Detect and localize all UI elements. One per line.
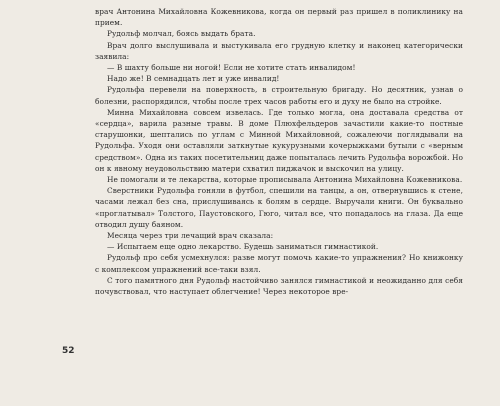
paragraph-8: Не помогали и те лекарства, которые прописывала Антонина Михайловна Кожевникова. — [107, 175, 463, 185]
paragraph-5: Надо же! В семнадцать лет и уже инвалид! — [107, 74, 280, 84]
paragraph-6: Рудольфа перевели на поверхность, в строительную бригаду. Но десятник, узнав о болезни, распорядился, чтобы после трех часов работы его и духу не было на стройке. — [95, 85, 463, 106]
paragraph-3: Врач долго выслушивала и выстукивала его грудную клетку и наконец категорически заявила: — [95, 40, 463, 61]
paragraph-2: Рудольф молчал, боясь выдать брата. — [107, 29, 256, 39]
paragraph-4: — В шахту больше ни ногой! Если не хотите стать инвалидом! — [107, 63, 356, 73]
paragraph-13: С того памятного дня Рудольф настойчиво занялся гимнастикой и неожиданно для себя почувствовал, что наступает облегчение! Через некоторое вре- — [95, 275, 463, 297]
paragraph-10: Месяца через три лечащий врач сказала: — [107, 231, 274, 241]
paragraph-12: Рудольф про себя усмехнулся: разве могут помочь какие-то упражнения? Но книжонку с комплексом упражнений все-таки взял. — [95, 253, 463, 274]
paragraph-1: врач Антонина Михайловна Кожевникова, когда он первый раз пришел в поликлинику на прием. — [95, 7, 463, 28]
body-text — [95, 6, 463, 297]
paragraph-11: — Испытаем еще одно лекарство. Будешь заниматься гимнастикой. — [107, 242, 379, 252]
paragraph-9: Сверстники Рудольфа гоняли в футбол, спешили на танцы, а он, отвернувшись к стене, часами лежал без сна, прислушиваясь к болям в сердце. Выручали книги. Он буквально «проглатывал» Толстого, Паустовского, Гюго, читал все, что попадалось на глаза. Да еще отводил душу баяном. — [95, 186, 463, 229]
page-number: 52 — [62, 346, 75, 356]
paragraph-7: Минна Михайловна совсем извелась. Где только могла, она доставала средства от «сердца», варила разные травы. В доме Плюхфельдеров зачастили какие-то постные старушонки, шептались по углам с Минной Михайловной, сожалеючи поглядывали на Рудольфа. Уходя они оставляли заткнутые кукурузными кочерыжками бутыли с «верным средством». Одна из таких посетительниц даже попыталась лечить Рудольфа ворожбой. Но он к явному неудовольствию матери схватил пиджачок и выскочил на улицу. — [95, 107, 463, 173]
